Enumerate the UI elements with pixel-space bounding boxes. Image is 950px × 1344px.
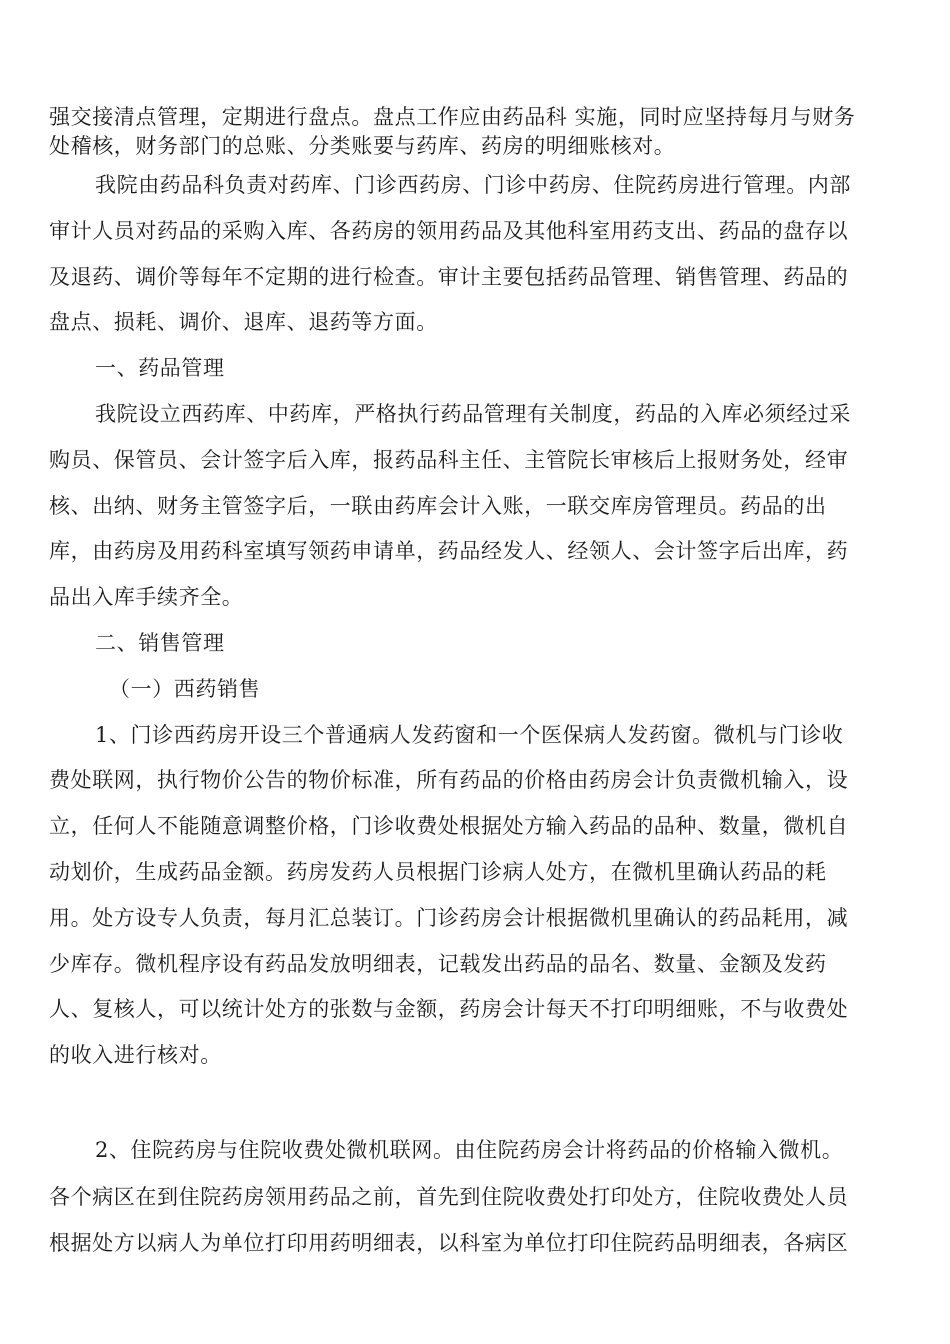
text-line: 2、住院药房与住院收费处微机联网。由住院药房会计将药品的价格输入微机。 [95, 1138, 844, 1162]
text-line: 我院设立西药库、中药库，严格执行药品管理有关制度，药品的入库必须经过采 [95, 401, 851, 426]
text-line: 的收入进行核对。 [49, 1043, 222, 1068]
text-line: 费处联网，执行物价公告的物价标准，所有药品的价格由药房会计负责微机输入，设 [49, 768, 849, 793]
text-line: 核、出纳、财务主管签字后，一联由药库会计入账，一联交库房管理员。药品的出 [49, 493, 827, 518]
paragraph-item-2 [49, 1127, 897, 1267]
text-line: 人、复核人，可以统计处方的张数与金额，药房会计每天不打印明细账，不与收费处 [49, 997, 849, 1022]
text-line: 品出入库手续齐全。 [49, 585, 244, 610]
text-line: 购员、保管员、会计签字后入库，报药品科主任、主管院长审核后上报财务处，经审 [49, 447, 849, 472]
text-line: 及退药、调价等每年不定期的进行检查。审计主要包括药品管理、销售管理、药品的 [49, 264, 849, 289]
text-line: 审计人员对药品的采购入库、各药房的领用药品及其他科室用药支出、药品的盘存以 [49, 218, 849, 243]
section-heading-sales-management: 二、销售管理 [95, 630, 225, 655]
text-line: 少库存。微机程序设有药品发放明细表，记载发出药品的品名、数量、金额及发药 [49, 951, 827, 976]
paragraph-overview [49, 163, 897, 1079]
text-line: 用。处方设专人负责，每月汇总装订。门诊药房会计根据微机里确认的药品耗用，减 [49, 905, 849, 930]
text-line: 库，由药房及用药科室填写领药申请单，药品经发人、经领人、会计签字后出库，药 [49, 539, 849, 564]
text-line: 各个病区在到住院药房领用药品之前，首先到住院收费处打印处方，住院收费处人员 [49, 1184, 849, 1209]
text-line: 1、门诊西药房开设三个普通病人发药窗和一个医保病人发药窗。微机与门诊收 [95, 722, 844, 747]
text-line: 动划价，生成药品金额。药房发药人员根据门诊病人处方，在微机里确认药品的耗 [49, 859, 827, 884]
section-heading-drug-management: 一、药品管理 [95, 356, 225, 381]
text-line: 我院由药品科负责对药库、门诊西药房、门诊中药房、住院药房进行管理。内部 [95, 173, 851, 197]
subsection-heading-western-medicine-sales: （一）西药销售 [109, 676, 261, 701]
text-line: 处稽核，财务部门的总账、分类账要与药库、药房的明细账核对。 [49, 134, 676, 158]
text-line: 立，任何人不能随意调整价格，门诊收费处根据处方输入药品的品种、数量，微机自 [49, 814, 849, 839]
text-line: 盘点、损耗、调价、退库、退药等方面。 [49, 310, 438, 335]
text-line: 强交接清点管理，定期进行盘点。盘点工作应由药品科 实施，同时应坚持每月与财务 [49, 105, 856, 129]
text-line: 根据处方以病人为单位打印用药明细表，以科室为单位打印住院药品明细表，各病区 [49, 1231, 849, 1255]
paragraph-intro [49, 103, 897, 161]
